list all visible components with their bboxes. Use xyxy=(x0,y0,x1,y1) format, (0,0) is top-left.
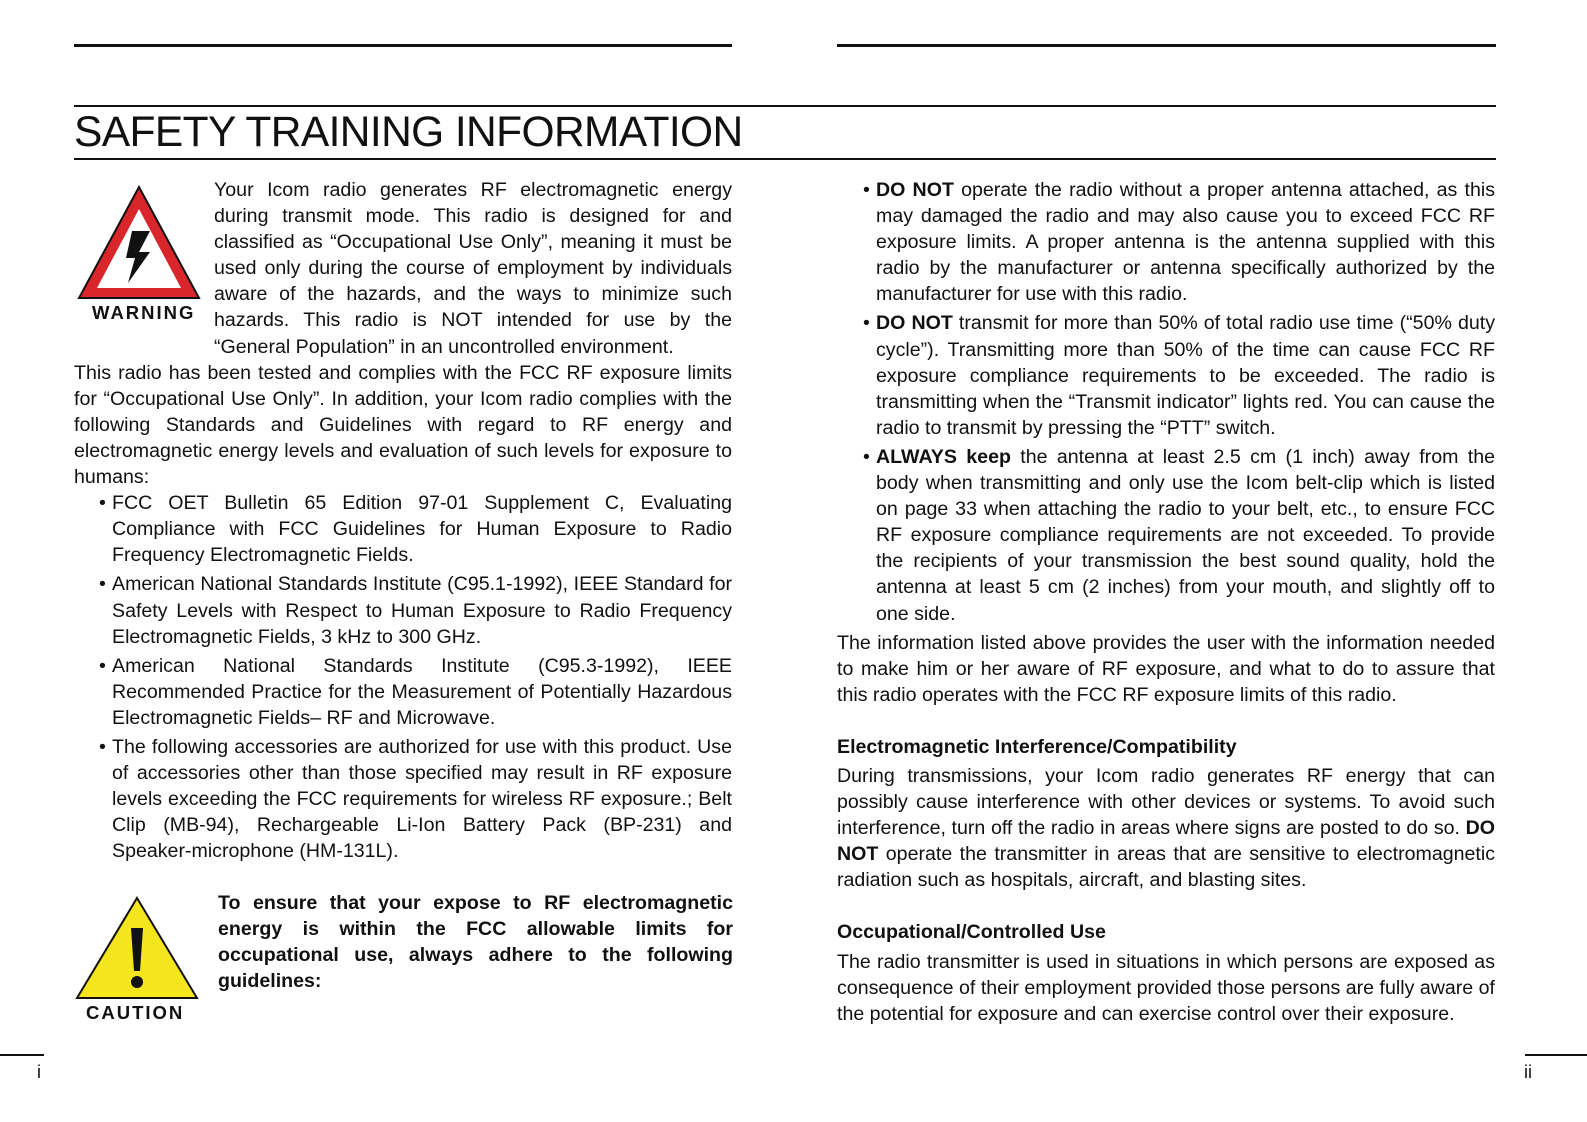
page-title: SAFETY TRAINING INFORMATION xyxy=(74,109,743,156)
intro-paragraph: Your Icom radio generates RF electromagnetic energy during transmit mode. This radio is designed for and classified as “Occupational Use Only”, meaning it must be used only during the course of employment by individuals aware of the hazards, and the ways to minimize such hazards. This radio is NOT intended for use by the “General Population” in an uncontrolled environment. xyxy=(214,179,732,358)
top-rule-right xyxy=(837,44,1496,47)
emi-paragraph: During transmissions, your Icom radio generates RF energy that can possibly cause interference with other devices or systems. To avoid such interference, turn off the radio in areas where signs are posted to do so. DO NOT operate the transmitter in areas that are sensitive to electromagnetic radiation such as hospitals, aircraft, and blasting sites. xyxy=(837,764,1495,892)
summary-paragraph: The information listed above provides the user with the information needed to make him or her aware of RF exposure, and what to do to assure that this radio operates with the FCC RF exposure limits of this radio. xyxy=(837,631,1495,706)
list-item: • DO NOT operate the radio without a proper antenna attached, as this may damaged the radio and may also cause you to exceed FCC RF exposure limits. A proper antenna is the antenna supplied with this radio by the manufacturer or antenna specifically authorized by the manufacturer for use with this radio. xyxy=(863,179,1495,306)
occupational-paragraph: The radio transmitter is used in situations in which persons are exposed as consequence of their employment provided those persons are fully aware of the potential for exposure and can exercise control over their exposure. xyxy=(837,950,1495,1025)
bullet-icon: • xyxy=(863,312,870,335)
list-item: • American National Standards Institute (C95.3-1992), IEEE Recommended Practice for the Measurement of Potentially Hazardous Electromagnetic Fields– RF and Microwave. xyxy=(99,654,732,729)
bullet-icon: • xyxy=(99,573,106,596)
caution-triangle-icon xyxy=(74,895,200,1001)
occupational-heading: Occupational/Controlled Use xyxy=(837,921,1106,944)
left-column xyxy=(74,177,732,867)
guidelines-list xyxy=(837,177,1495,627)
bullet-icon: • xyxy=(863,445,870,468)
caution-sign xyxy=(74,895,200,1001)
bullet-icon: • xyxy=(99,735,106,758)
footer-rule-left xyxy=(0,1054,44,1056)
top-rule-left xyxy=(74,44,732,47)
list-item: • DO NOT transmit for more than 50% of total radio use time (“50% duty cycle”). Transmitting more than 50% of the time can cause FCC RF exposure compliance requirements to be exceeded. The radio is transmitting when the “Transmit indicator” lights red. You can cause the radio to transmit by pressing the “PTT” switch. xyxy=(863,312,1495,439)
standards-paragraph: This radio has been tested and complies with the FCC RF exposure limits for “Occupational Use Only”. In addition, your Icom radio complies with the following Standards and Guidelines with regard to RF energy and electromagnetic energy levels and evaluation of such levels for exposure to humans: xyxy=(74,361,732,489)
list-item: • FCC OET Bulletin 65 Edition 97-01 Supplement C, Evaluating Compliance with FCC Guidelines for Human Exposure to Radio Frequency Electromagnetic Fields. xyxy=(99,492,732,567)
warning-label: WARNING xyxy=(92,302,196,323)
caution-label: CAUTION xyxy=(86,1002,185,1023)
list-item: • American National Standards Institute (C95.1-1992), IEEE Standard for Safety Levels with Respect to Human Exposure to Radio Frequency Electromagnetic Fields, 3 kHz to 300 GHz. xyxy=(99,573,732,648)
bullet-icon: • xyxy=(99,492,106,515)
right-column xyxy=(837,177,1495,1027)
bullet-icon: • xyxy=(99,654,106,677)
page-number-left: i xyxy=(37,1062,41,1082)
list-item: • The following accessories are authorized for use with this product. Use of accessories other than those specified may result in RF exposure levels exceeding the FCC requirements for wireless RF exposure.; Belt Clip (MB-94), Rechargeable Li-Ion Battery Pack (BP-231) and Speaker-microphone (HM-131L). xyxy=(99,735,732,863)
page-number-right: ii xyxy=(1524,1062,1532,1082)
list-item: • ALWAYS keep the antenna at least 2.5 cm (1 inch) away from the body when transmitting and only use the Icom belt-clip which is listed on page 33 when attaching the radio to your belt, etc., to ensure FCC RF exposure compliance requirements are not exceeded. To provide the recipients of your transmission the best sound quality, hold the antenna at least 5 cm (2 inches) from your mouth, and slightly off to one side. xyxy=(863,445,1495,625)
footer-rule-right xyxy=(1525,1054,1587,1056)
emi-heading: Electromagnetic Interference/Compatibility xyxy=(837,735,1237,758)
standards-list xyxy=(74,490,732,864)
bullet-icon: • xyxy=(863,179,870,201)
caution-guidelines-text: To ensure that your expose to RF electromagnetic energy is within the FCC allowable limits for occupational use, always adhere to the following guidelines: xyxy=(218,892,733,993)
